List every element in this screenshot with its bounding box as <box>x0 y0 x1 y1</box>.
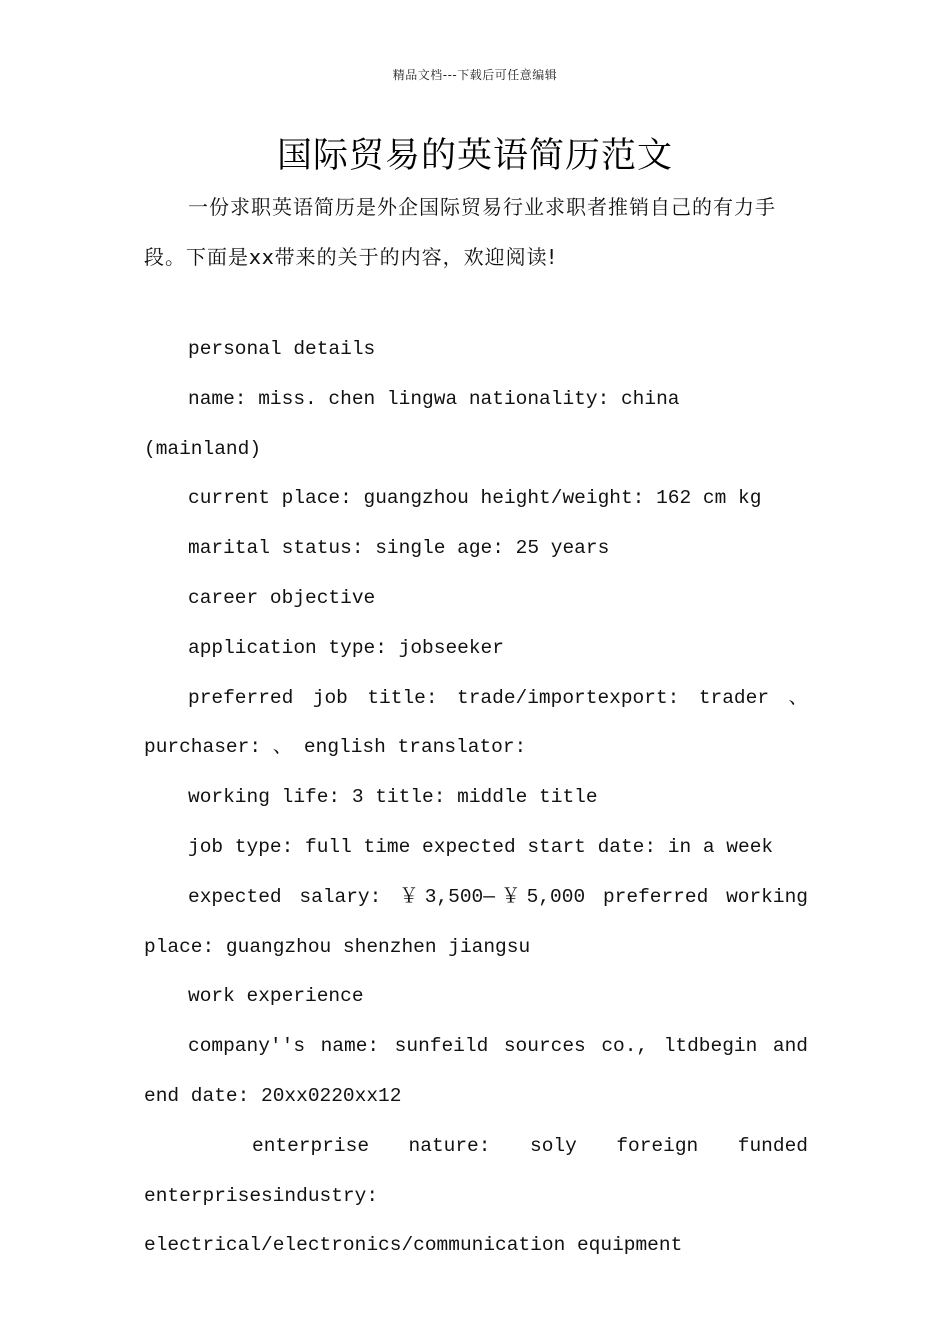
text-line: preferred job title: trade/importexport: trader 、 purchaser: 、 english translator: <box>144 686 820 759</box>
text-line: name: miss. chen lingwa nationality: china (mainland) <box>144 387 692 460</box>
text-line: enterprise nature: soly foreign funded enterprisesindustry: electrical/electronics/communication equipment <box>144 1134 820 1257</box>
text-line: company''s name: sunfeild sources co., ltdbegin and end date: 20xx0220xx12 <box>144 1035 820 1107</box>
section-heading-personal-details: personal details <box>188 338 376 360</box>
resume-body <box>144 325 820 1271</box>
text-line: current place: guangzhou height/weight: 162 cm kg <box>188 487 762 510</box>
section-heading-work-experience: work experience <box>188 985 364 1008</box>
text-line: working life: 3 title: middle title <box>188 786 598 809</box>
text-line: application type: jobseeker <box>188 636 504 659</box>
text-line: expected salary: ￥3,500—￥5,000 preferred working place: guangzhou shenzhen jiangsu <box>144 885 820 958</box>
intro-paragraph: 一份求职英语简历是外企国际贸易行业求职者推销自己的有力手段。下面是xx带来的关于的内容，欢迎阅读! <box>144 195 776 269</box>
text-line: job type: full time expected start date: in a week <box>188 835 774 858</box>
section-heading-career-objective: career objective <box>188 586 376 609</box>
header-note: 精品文档---下载后可任意编辑 <box>392 68 558 82</box>
page-title: 国际贸易的英语简历范文 <box>276 136 673 176</box>
text-line: marital status: single age: 25 years <box>188 537 610 560</box>
